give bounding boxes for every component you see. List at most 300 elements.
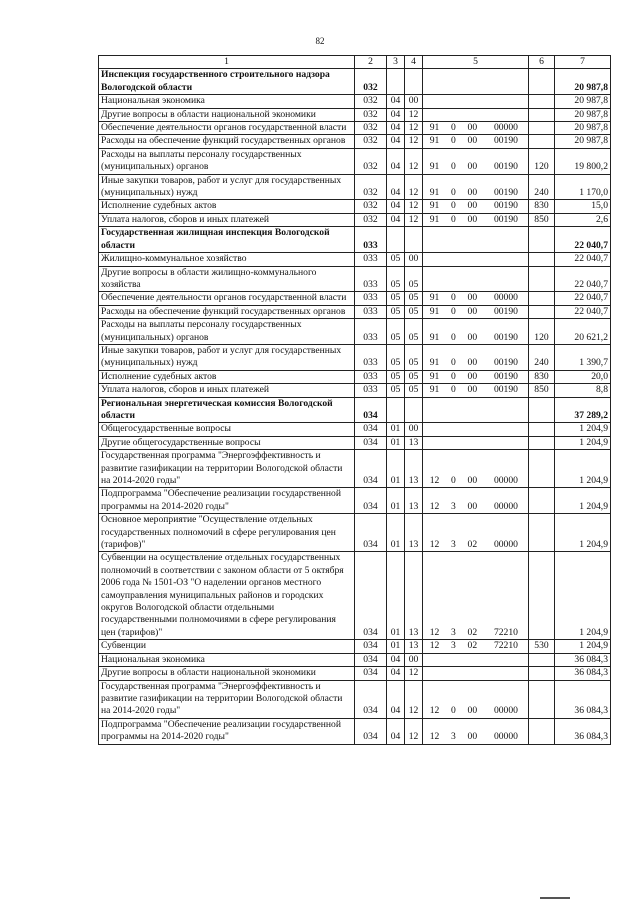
row-section: 04 bbox=[387, 213, 405, 226]
target-article-part: 00190 bbox=[493, 384, 518, 396]
target-article-part: 12 bbox=[429, 705, 440, 717]
table-row bbox=[99, 200, 611, 213]
row-subsection: 12 bbox=[405, 200, 423, 213]
row-ministry-code: 032 bbox=[355, 148, 387, 174]
target-article-part: 91 bbox=[429, 161, 440, 173]
header-cell: 6 bbox=[529, 56, 555, 69]
row-subsection: 12 bbox=[405, 718, 423, 744]
target-article-part: 91 bbox=[429, 357, 440, 369]
row-section: 04 bbox=[387, 95, 405, 108]
row-expense-type bbox=[529, 397, 555, 423]
target-article-part: 02 bbox=[467, 539, 478, 551]
row-name: Уплата налогов, сборов и иных платежей bbox=[99, 384, 355, 397]
row-target-article bbox=[423, 213, 529, 226]
table-row bbox=[99, 552, 611, 640]
table-row bbox=[99, 370, 611, 383]
target-article-part: 91 bbox=[429, 213, 440, 225]
row-subsection: 13 bbox=[405, 488, 423, 514]
row-subsection: 12 bbox=[405, 213, 423, 226]
target-article-part: 91 bbox=[429, 187, 440, 199]
row-amount: 1 204,9 bbox=[555, 423, 611, 436]
row-amount: 37 289,2 bbox=[555, 397, 611, 423]
target-article-part: 00 bbox=[467, 731, 478, 743]
row-section: 04 bbox=[387, 667, 405, 680]
row-expense-type bbox=[529, 436, 555, 449]
row-name: Субвенции bbox=[99, 640, 355, 653]
table-header-row bbox=[99, 56, 611, 69]
target-article-part: 91 bbox=[429, 135, 440, 147]
row-name: Государственная программа "Энергоэффективность и развитие газификации на территории Вологодской области на 2014-2020 годы" bbox=[99, 450, 355, 488]
row-amount: 1 204,9 bbox=[555, 450, 611, 488]
row-subsection: 12 bbox=[405, 135, 423, 148]
row-target-article bbox=[423, 397, 529, 423]
row-name: Региональная энергетическая комиссия Вологодской области bbox=[99, 397, 355, 423]
row-name: Жилищно-коммунальное хозяйство bbox=[99, 253, 355, 266]
target-article-part: 0 bbox=[451, 161, 456, 173]
row-ministry-code: 034 bbox=[355, 640, 387, 653]
row-name: Другие общегосударственные вопросы bbox=[99, 436, 355, 449]
target-article-part: 0 bbox=[451, 135, 456, 147]
target-article-part: 00 bbox=[467, 213, 478, 225]
table-row bbox=[99, 319, 611, 345]
row-ministry-code: 032 bbox=[355, 108, 387, 121]
target-article-part: 91 bbox=[429, 370, 440, 382]
row-subsection: 12 bbox=[405, 680, 423, 718]
scan-mark bbox=[540, 897, 570, 899]
target-article-part: 00 bbox=[467, 187, 478, 199]
row-section: 04 bbox=[387, 108, 405, 121]
target-article-part: 72210 bbox=[493, 640, 518, 652]
row-amount: 2,6 bbox=[555, 213, 611, 226]
table-row bbox=[99, 640, 611, 653]
row-target-article bbox=[423, 653, 529, 666]
target-article-part: 00 bbox=[467, 200, 478, 212]
header-cell: 4 bbox=[405, 56, 423, 69]
row-ministry-code: 032 bbox=[355, 69, 387, 95]
row-expense-type bbox=[529, 667, 555, 680]
target-article-part: 91 bbox=[429, 122, 440, 134]
row-subsection: 05 bbox=[405, 292, 423, 305]
row-amount: 36 084,3 bbox=[555, 680, 611, 718]
target-article-part: 3 bbox=[451, 731, 456, 743]
target-article-part: 00190 bbox=[493, 331, 518, 343]
row-name: Исполнение судебных актов bbox=[99, 370, 355, 383]
row-expense-type bbox=[529, 653, 555, 666]
row-target-article bbox=[423, 514, 529, 552]
row-ministry-code: 033 bbox=[355, 344, 387, 370]
row-amount: 20 987,8 bbox=[555, 135, 611, 148]
row-amount: 1 204,9 bbox=[555, 514, 611, 552]
target-article-part: 02 bbox=[467, 626, 478, 638]
target-article-part: 3 bbox=[451, 539, 456, 551]
row-expense-type bbox=[529, 69, 555, 95]
row-ministry-code: 034 bbox=[355, 450, 387, 488]
row-amount: 20 987,8 bbox=[555, 95, 611, 108]
table-row bbox=[99, 718, 611, 744]
row-target-article bbox=[423, 148, 529, 174]
row-expense-type bbox=[529, 552, 555, 640]
row-ministry-code: 034 bbox=[355, 653, 387, 666]
budget-table bbox=[98, 55, 611, 745]
row-section: 05 bbox=[387, 253, 405, 266]
target-article-part: 00 bbox=[467, 384, 478, 396]
row-section: 01 bbox=[387, 450, 405, 488]
row-expense-type: 240 bbox=[529, 174, 555, 200]
row-amount: 22 040,7 bbox=[555, 227, 611, 253]
row-expense-type bbox=[529, 95, 555, 108]
page-number: 82 bbox=[315, 36, 325, 46]
target-article-part: 00190 bbox=[493, 357, 518, 369]
target-article-part: 91 bbox=[429, 331, 440, 343]
row-name: Исполнение судебных актов bbox=[99, 200, 355, 213]
row-target-article bbox=[423, 384, 529, 397]
target-article-part: 00000 bbox=[493, 292, 518, 304]
row-amount: 19 800,2 bbox=[555, 148, 611, 174]
table-row bbox=[99, 680, 611, 718]
target-article-part: 72210 bbox=[493, 626, 518, 638]
row-section bbox=[387, 69, 405, 95]
row-section: 04 bbox=[387, 174, 405, 200]
target-article-part: 00000 bbox=[493, 475, 518, 486]
row-ministry-code: 033 bbox=[355, 370, 387, 383]
row-section: 01 bbox=[387, 436, 405, 449]
row-target-article bbox=[423, 667, 529, 680]
row-amount: 20 987,8 bbox=[555, 122, 611, 135]
target-article-part: 12 bbox=[429, 731, 440, 743]
target-article-part: 00000 bbox=[493, 500, 518, 512]
target-article-part: 00190 bbox=[493, 161, 518, 173]
row-subsection: 05 bbox=[405, 370, 423, 383]
row-subsection: 05 bbox=[405, 344, 423, 370]
table-row bbox=[99, 384, 611, 397]
target-article-part: 00 bbox=[467, 705, 478, 717]
row-target-article bbox=[423, 122, 529, 135]
row-name: Подпрограмма "Обеспечение реализации государственной программы на 2014-2020 годы" bbox=[99, 718, 355, 744]
target-article-part: 91 bbox=[429, 292, 440, 304]
row-amount: 20 987,8 bbox=[555, 108, 611, 121]
table-row bbox=[99, 667, 611, 680]
row-amount: 36 084,3 bbox=[555, 653, 611, 666]
row-name: Субвенции на осуществление отдельных государственных полномочий в соответствии с законом области от 5 октября 2006 года № 1501-ОЗ "О наделении органов местного самоуправления муниципальных районов и городских округов Вологодской области отдельными государственными полномочиями в сфере регулирования цен (тарифов)" bbox=[99, 552, 355, 640]
row-amount: 22 040,7 bbox=[555, 305, 611, 318]
row-section: 05 bbox=[387, 292, 405, 305]
row-expense-type bbox=[529, 488, 555, 514]
row-subsection bbox=[405, 397, 423, 423]
row-name: Подпрограмма "Обеспечение реализации государственной программы на 2014-2020 годы" bbox=[99, 488, 355, 514]
row-ministry-code: 033 bbox=[355, 319, 387, 345]
row-name: Основное мероприятие "Осуществление отдельных государственных полномочий в сфере регулирования цен (тарифов)" bbox=[99, 514, 355, 552]
row-section: 04 bbox=[387, 718, 405, 744]
row-name: Другие вопросы в области национальной экономики bbox=[99, 667, 355, 680]
row-target-article bbox=[423, 69, 529, 95]
row-ministry-code: 033 bbox=[355, 253, 387, 266]
row-ministry-code: 034 bbox=[355, 718, 387, 744]
target-article-part: 00 bbox=[467, 331, 478, 343]
row-amount: 1 390,7 bbox=[555, 344, 611, 370]
row-ministry-code: 033 bbox=[355, 266, 387, 292]
row-target-article bbox=[423, 680, 529, 718]
row-name: Государственная программа "Энергоэффективность и развитие газификации на территории Вологодской области на 2014-2020 годы" bbox=[99, 680, 355, 718]
row-expense-type bbox=[529, 266, 555, 292]
row-amount: 22 040,7 bbox=[555, 266, 611, 292]
row-section: 05 bbox=[387, 319, 405, 345]
row-subsection: 05 bbox=[405, 384, 423, 397]
row-amount: 20,0 bbox=[555, 370, 611, 383]
row-expense-type bbox=[529, 227, 555, 253]
table-body bbox=[99, 69, 611, 744]
row-ministry-code: 034 bbox=[355, 397, 387, 423]
row-name: Расходы на обеспечение функций государственных органов bbox=[99, 135, 355, 148]
target-article-part: 3 bbox=[451, 640, 456, 652]
row-subsection bbox=[405, 227, 423, 253]
target-article-part: 0 bbox=[451, 357, 456, 369]
row-subsection: 05 bbox=[405, 266, 423, 292]
row-target-article bbox=[423, 718, 529, 744]
row-section: 01 bbox=[387, 552, 405, 640]
target-article-part: 0 bbox=[451, 122, 456, 134]
row-amount: 22 040,7 bbox=[555, 253, 611, 266]
row-name: Национальная экономика bbox=[99, 653, 355, 666]
target-article-part: 12 bbox=[429, 640, 440, 652]
target-article-part: 0 bbox=[451, 331, 456, 343]
header-cell: 7 bbox=[555, 56, 611, 69]
row-expense-type: 850 bbox=[529, 384, 555, 397]
row-section: 01 bbox=[387, 488, 405, 514]
target-article-part: 00 bbox=[467, 370, 478, 382]
row-section: 05 bbox=[387, 266, 405, 292]
target-article-part: 00 bbox=[467, 500, 478, 512]
row-subsection: 13 bbox=[405, 450, 423, 488]
row-subsection: 12 bbox=[405, 667, 423, 680]
row-amount: 8,8 bbox=[555, 384, 611, 397]
row-target-article bbox=[423, 227, 529, 253]
row-target-article bbox=[423, 292, 529, 305]
row-amount: 1 204,9 bbox=[555, 640, 611, 653]
row-expense-type: 850 bbox=[529, 213, 555, 226]
target-article-part: 00 bbox=[467, 475, 478, 486]
row-ministry-code: 032 bbox=[355, 200, 387, 213]
row-name: Инспекция государственного строительного надзора Вологодской области bbox=[99, 69, 355, 95]
row-expense-type: 830 bbox=[529, 370, 555, 383]
table-row bbox=[99, 69, 611, 95]
row-name: Иные закупки товаров, работ и услуг для государственных (муниципальных) нужд bbox=[99, 344, 355, 370]
row-target-article bbox=[423, 423, 529, 436]
row-ministry-code: 033 bbox=[355, 227, 387, 253]
row-subsection: 12 bbox=[405, 122, 423, 135]
row-subsection: 12 bbox=[405, 174, 423, 200]
table-row bbox=[99, 148, 611, 174]
target-article-part: 00 bbox=[467, 161, 478, 173]
row-subsection: 00 bbox=[405, 95, 423, 108]
target-article-part: 00 bbox=[467, 292, 478, 304]
row-section: 04 bbox=[387, 148, 405, 174]
row-section bbox=[387, 397, 405, 423]
target-article-part: 91 bbox=[429, 305, 440, 317]
target-article-part: 00000 bbox=[493, 705, 518, 717]
row-ministry-code: 034 bbox=[355, 423, 387, 436]
target-article-part: 00190 bbox=[493, 213, 518, 225]
row-subsection: 13 bbox=[405, 640, 423, 653]
row-subsection: 13 bbox=[405, 436, 423, 449]
target-article-part: 00190 bbox=[493, 370, 518, 382]
table-row bbox=[99, 95, 611, 108]
row-expense-type: 120 bbox=[529, 148, 555, 174]
row-ministry-code: 032 bbox=[355, 213, 387, 226]
row-amount: 36 084,3 bbox=[555, 718, 611, 744]
target-article-part: 0 bbox=[451, 384, 456, 396]
table-row bbox=[99, 488, 611, 514]
row-expense-type: 120 bbox=[529, 319, 555, 345]
table-row bbox=[99, 213, 611, 226]
row-name: Расходы на выплаты персоналу государственных (муниципальных) органов bbox=[99, 148, 355, 174]
target-article-part: 12 bbox=[429, 500, 440, 512]
row-section: 05 bbox=[387, 384, 405, 397]
row-section: 05 bbox=[387, 344, 405, 370]
row-amount: 20 987,8 bbox=[555, 69, 611, 95]
row-expense-type bbox=[529, 423, 555, 436]
row-ministry-code: 034 bbox=[355, 436, 387, 449]
row-target-article bbox=[423, 135, 529, 148]
row-target-article bbox=[423, 370, 529, 383]
row-amount: 15,0 bbox=[555, 200, 611, 213]
target-article-part: 00190 bbox=[493, 200, 518, 212]
target-article-part: 00190 bbox=[493, 187, 518, 199]
target-article-part: 00 bbox=[467, 122, 478, 134]
row-expense-type bbox=[529, 135, 555, 148]
target-article-part: 12 bbox=[429, 539, 440, 551]
target-article-part: 0 bbox=[451, 213, 456, 225]
row-amount: 20 621,2 bbox=[555, 319, 611, 345]
row-expense-type bbox=[529, 680, 555, 718]
row-section: 01 bbox=[387, 514, 405, 552]
target-article-part: 0 bbox=[451, 292, 456, 304]
target-article-part: 0 bbox=[451, 200, 456, 212]
row-section bbox=[387, 227, 405, 253]
row-amount: 1 204,9 bbox=[555, 552, 611, 640]
table-row bbox=[99, 423, 611, 436]
row-target-article bbox=[423, 200, 529, 213]
row-amount: 1 204,9 bbox=[555, 488, 611, 514]
row-section: 05 bbox=[387, 305, 405, 318]
row-amount: 36 084,3 bbox=[555, 667, 611, 680]
row-ministry-code: 033 bbox=[355, 305, 387, 318]
row-target-article bbox=[423, 488, 529, 514]
table-row bbox=[99, 227, 611, 253]
row-ministry-code: 032 bbox=[355, 95, 387, 108]
row-subsection bbox=[405, 69, 423, 95]
row-expense-type bbox=[529, 305, 555, 318]
row-name: Обеспечение деятельности органов государственной власти bbox=[99, 292, 355, 305]
row-expense-type bbox=[529, 253, 555, 266]
header-cell: 5 bbox=[423, 56, 529, 69]
target-article-part: 91 bbox=[429, 384, 440, 396]
row-amount: 1 204,9 bbox=[555, 436, 611, 449]
row-ministry-code: 034 bbox=[355, 552, 387, 640]
table-row bbox=[99, 174, 611, 200]
table-row bbox=[99, 253, 611, 266]
target-article-part: 0 bbox=[451, 305, 456, 317]
row-subsection: 00 bbox=[405, 653, 423, 666]
row-target-article bbox=[423, 95, 529, 108]
target-article-part: 12 bbox=[429, 626, 440, 638]
target-article-part: 0 bbox=[451, 475, 456, 486]
row-target-article bbox=[423, 450, 529, 488]
table-row bbox=[99, 305, 611, 318]
row-ministry-code: 033 bbox=[355, 292, 387, 305]
target-article-part: 00 bbox=[467, 357, 478, 369]
table-row bbox=[99, 436, 611, 449]
target-article-part: 00000 bbox=[493, 539, 518, 551]
row-subsection: 12 bbox=[405, 108, 423, 121]
table-row bbox=[99, 266, 611, 292]
row-name: Расходы на выплаты персоналу государственных (муниципальных) органов bbox=[99, 319, 355, 345]
row-name: Другие вопросы в области национальной экономики bbox=[99, 108, 355, 121]
row-ministry-code: 034 bbox=[355, 680, 387, 718]
row-section: 04 bbox=[387, 653, 405, 666]
row-name: Иные закупки товаров, работ и услуг для государственных (муниципальных) нужд bbox=[99, 174, 355, 200]
row-expense-type: 830 bbox=[529, 200, 555, 213]
row-expense-type bbox=[529, 122, 555, 135]
row-ministry-code: 032 bbox=[355, 135, 387, 148]
row-section: 01 bbox=[387, 423, 405, 436]
row-name: Национальная экономика bbox=[99, 95, 355, 108]
row-subsection: 13 bbox=[405, 514, 423, 552]
row-amount: 22 040,7 bbox=[555, 292, 611, 305]
target-article-part: 00000 bbox=[493, 731, 518, 743]
row-amount: 1 170,0 bbox=[555, 174, 611, 200]
row-target-article bbox=[423, 266, 529, 292]
row-expense-type: 240 bbox=[529, 344, 555, 370]
row-name: Государственная жилищная инспекция Вологодской области bbox=[99, 227, 355, 253]
table-row bbox=[99, 450, 611, 488]
row-expense-type bbox=[529, 514, 555, 552]
row-name: Уплата налогов, сборов и иных платежей bbox=[99, 213, 355, 226]
row-expense-type: 530 bbox=[529, 640, 555, 653]
target-article-part: 00 bbox=[467, 305, 478, 317]
row-target-article bbox=[423, 640, 529, 653]
row-target-article bbox=[423, 253, 529, 266]
row-expense-type bbox=[529, 718, 555, 744]
row-target-article bbox=[423, 305, 529, 318]
table-row bbox=[99, 514, 611, 552]
table-row bbox=[99, 108, 611, 121]
row-section: 04 bbox=[387, 122, 405, 135]
row-expense-type bbox=[529, 292, 555, 305]
row-ministry-code: 034 bbox=[355, 514, 387, 552]
row-name: Другие вопросы в области жилищно-коммунального хозяйства bbox=[99, 266, 355, 292]
table-row bbox=[99, 344, 611, 370]
target-article-part: 00190 bbox=[493, 135, 518, 147]
row-section: 05 bbox=[387, 370, 405, 383]
row-ministry-code: 034 bbox=[355, 667, 387, 680]
row-section: 04 bbox=[387, 135, 405, 148]
row-subsection: 00 bbox=[405, 423, 423, 436]
row-expense-type bbox=[529, 108, 555, 121]
row-target-article bbox=[423, 552, 529, 640]
target-article-part: 0 bbox=[451, 705, 456, 717]
table-row bbox=[99, 122, 611, 135]
table-row bbox=[99, 397, 611, 423]
row-ministry-code: 032 bbox=[355, 122, 387, 135]
target-article-part: 0 bbox=[451, 187, 456, 199]
row-subsection: 12 bbox=[405, 148, 423, 174]
row-expense-type bbox=[529, 450, 555, 488]
row-target-article bbox=[423, 174, 529, 200]
row-target-article bbox=[423, 319, 529, 345]
table-row bbox=[99, 135, 611, 148]
target-article-part: 3 bbox=[451, 500, 456, 512]
row-subsection: 13 bbox=[405, 552, 423, 640]
